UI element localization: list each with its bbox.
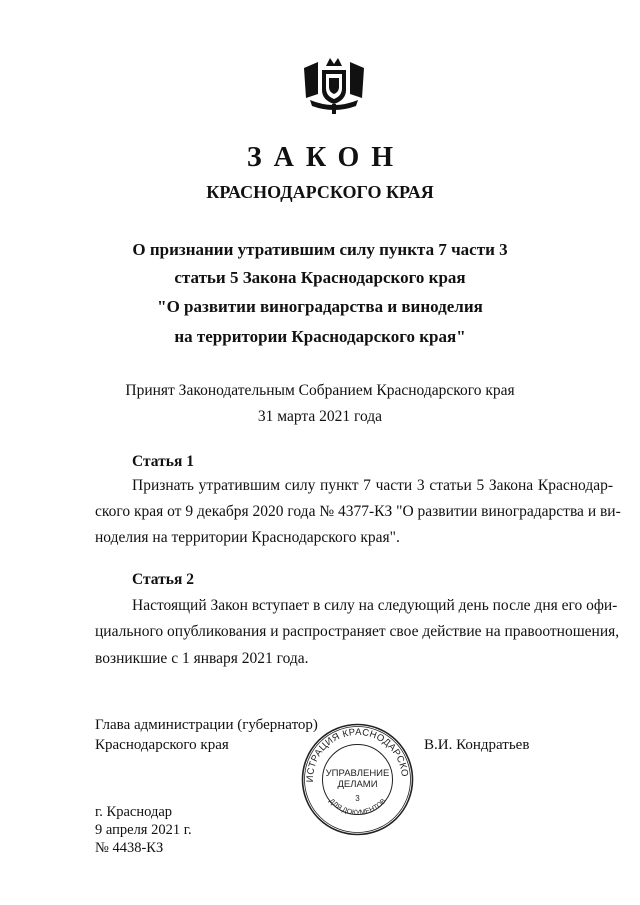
signatory-name: В.И. Кондратьев: [424, 737, 530, 753]
signatory-position: Краснодарского края: [95, 737, 229, 753]
stamp-bottom-text: ДЛЯ ДОКУМЕНТОВ: [327, 797, 388, 817]
coat-of-arms-icon: [296, 54, 372, 116]
subject-line: на территории Краснодарского края": [174, 327, 466, 346]
issue-date: 9 апреля 2021 г.: [95, 822, 192, 838]
article-1-text: ноделия на территории Краснодарского края".: [95, 529, 400, 546]
adoption-line: Принят Законодательным Собранием Краснодарского края: [125, 382, 515, 399]
official-stamp-icon: [300, 722, 415, 837]
subject-line: статьи 5 Закона Краснодарского края: [174, 268, 466, 287]
article-2-text: циального опубликования и распространяет свое действие на правоотношения,: [95, 623, 620, 640]
law-number: № 4438-КЗ: [95, 840, 164, 856]
article-2-heading: Статья 2: [132, 571, 194, 588]
adoption-date: 31 марта 2021 года: [257, 408, 383, 425]
article-1-heading: Статья 1: [132, 453, 194, 470]
subject-line: О признании утратившим силу пункта 7 части 3: [132, 240, 508, 259]
article-1-text: ского края от 9 декабря 2020 года № 4377-КЗ "О развитии виноградарства и ви-: [95, 503, 621, 520]
subject-line: "О развитии виноградарства и виноделия: [157, 297, 483, 316]
stamp-center-line: ДЕЛАМИ: [337, 779, 378, 790]
document-title: ЗАКОН: [246, 142, 406, 173]
stamp-ring-text: ИСТРАЦИЯ КРАСНОДАРСКО: [304, 726, 411, 783]
signatory-position: Глава администрации (губернатор): [95, 717, 318, 733]
article-2-text: возникшие с 1 января 2021 года.: [95, 650, 309, 667]
article-1-text: Признать утратившим силу пункт 7 части 3 статьи 5 Закона Краснодар-: [132, 477, 613, 494]
document-region: КРАСНОДАРСКОГО КРАЯ: [206, 182, 434, 202]
article-2-text: Настоящий Закон вступает в силу на следующий день после дня его офи-: [132, 597, 618, 614]
issue-city: г. Краснодар: [95, 804, 173, 820]
stamp-number: 3: [355, 794, 360, 803]
stamp-center-line: УПРАВЛЕНИЕ: [325, 768, 390, 779]
